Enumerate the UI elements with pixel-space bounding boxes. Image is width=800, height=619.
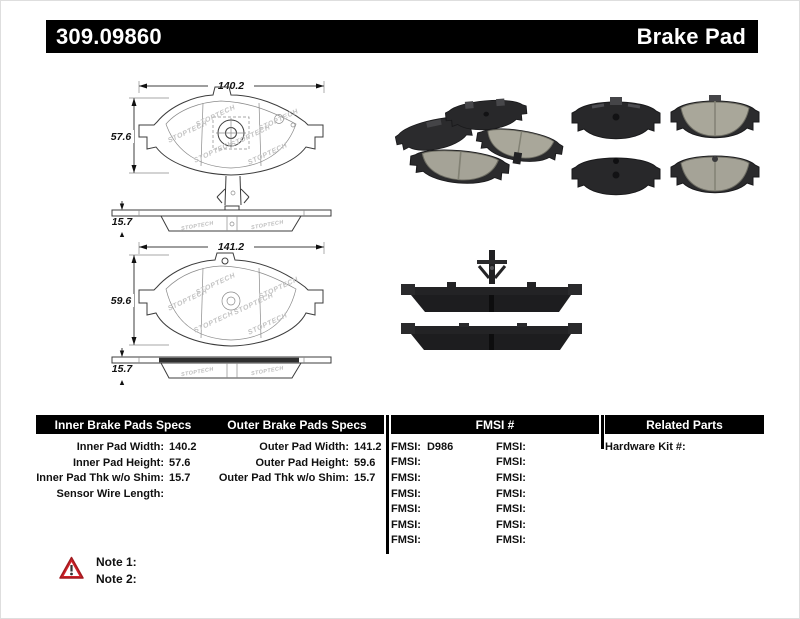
spec-row: Outer Pad Height: 59.6 — [255, 456, 376, 469]
svg-text:STOPTECH: STOPTECH — [180, 220, 215, 233]
svg-text:STOPTECH: STOPTECH — [195, 104, 237, 129]
brake-pads-flat-photo — [569, 89, 761, 204]
fmsi-row: FMSI: FMSI: — [391, 487, 526, 500]
related-parts-column — [605, 439, 764, 455]
outer-thickness-dim: 15.7 — [111, 363, 133, 375]
fmsi-row: FMSI: FMSI: — [391, 471, 526, 484]
spec-row: Inner Pad Height: 57.6 — [72, 456, 191, 469]
outer-pad-edge-view — [112, 357, 331, 378]
svg-text:STOPTECH: STOPTECH — [250, 219, 285, 232]
spec-value: 140.2 — [169, 440, 197, 453]
inner-specs-column — [36, 439, 211, 502]
outer-pad-diagram — [109, 241, 339, 391]
fmsi-row: FMSI: FMSI: — [391, 503, 526, 516]
spec-value: 59.6 — [354, 456, 376, 469]
outer-specs-column — [211, 439, 386, 486]
warning-icon — [58, 555, 85, 581]
inner-pad-edge-view — [112, 206, 331, 232]
edge-pad-with-clip — [401, 250, 582, 312]
inner-pad-sensor-clip — [217, 176, 249, 205]
fmsi-column — [391, 439, 601, 548]
spec-value: 15.7 — [354, 472, 376, 485]
note-label: Note 2: — [96, 571, 137, 586]
fmsi-header-bar — [391, 415, 599, 434]
svg-text:STOPTECH: STOPTECH — [230, 124, 272, 149]
fmsi-row: FMSI: D986 FMSI: — [391, 440, 526, 453]
part-number: 309.09860 — [56, 23, 162, 49]
spec-row: Outer Pad Thk w/o Shim: 15.7 — [218, 472, 376, 485]
svg-text:STOPTECH: STOPTECH — [167, 288, 209, 313]
note-row — [96, 570, 142, 587]
fmsi-row: FMSI: FMSI: — [391, 456, 526, 469]
inner-pad-front-view — [139, 87, 323, 175]
spec-row: Inner Pad Width: 140.2 — [76, 440, 197, 453]
fmsi-row: FMSI: FMSI: — [391, 518, 526, 531]
svg-text:STOPTECH: STOPTECH — [258, 276, 300, 301]
specs-header-bar — [36, 415, 384, 434]
fmsi-row: FMSI: FMSI: — [391, 534, 526, 547]
inner-width-dim: 140.2 — [217, 80, 245, 92]
inner-thickness-dim: 15.7 — [111, 216, 133, 228]
fmsi-value: D986 — [426, 440, 454, 453]
spec-row: Sensor Wire Length: — [56, 488, 164, 501]
brake-pads-angled-photo — [394, 87, 566, 205]
svg-text:STOPTECH: STOPTECH — [247, 312, 289, 337]
table-separator-right — [601, 415, 604, 449]
notes-block — [96, 553, 142, 587]
related-parts-header-bar — [605, 415, 764, 434]
product-name: Brake Pad — [636, 23, 746, 49]
inner-pad-diagram — [109, 77, 339, 237]
fmsi-header: FMSI # — [475, 417, 515, 432]
svg-text:STOPTECH: STOPTECH — [193, 140, 235, 165]
svg-text:STOPTECH: STOPTECH — [233, 292, 275, 317]
table-separator-left — [386, 415, 389, 554]
outer-width-dim: 141.2 — [217, 241, 245, 253]
svg-text:STOPTECH: STOPTECH — [180, 366, 215, 379]
spec-value: 141.2 — [354, 440, 382, 453]
related-part-row: Hardware Kit #: — [605, 440, 686, 453]
inner-height-dim: 57.6 — [110, 131, 132, 143]
title-bar — [46, 20, 758, 53]
outer-pad-front-view — [139, 253, 323, 346]
inner-specs-header: Inner Brake Pads Specs — [54, 417, 192, 432]
edge-pad-plain — [401, 323, 582, 350]
outer-height-dim: 59.6 — [110, 295, 132, 307]
spec-value: 57.6 — [169, 456, 191, 469]
svg-text:STOPTECH: STOPTECH — [195, 272, 237, 297]
svg-text:STOPTECH: STOPTECH — [193, 310, 235, 335]
watermark-text: STOPTECH — [167, 120, 209, 145]
note-row — [96, 553, 142, 570]
related-parts-header: Related Parts — [646, 417, 723, 432]
spec-row: Inner Pad Thk w/o Shim: 15.7 — [36, 472, 191, 485]
outer-specs-header: Outer Brake Pads Specs — [227, 417, 367, 432]
spec-value: 15.7 — [169, 472, 191, 485]
brake-pads-edge-photo — [399, 244, 584, 362]
svg-text:STOPTECH: STOPTECH — [247, 142, 289, 167]
svg-text:STOPTECH: STOPTECH — [258, 108, 300, 133]
spec-row: Outer Pad Width: 141.2 — [259, 440, 382, 453]
note-label: Note 1: — [96, 554, 137, 569]
svg-text:STOPTECH: STOPTECH — [250, 365, 285, 378]
